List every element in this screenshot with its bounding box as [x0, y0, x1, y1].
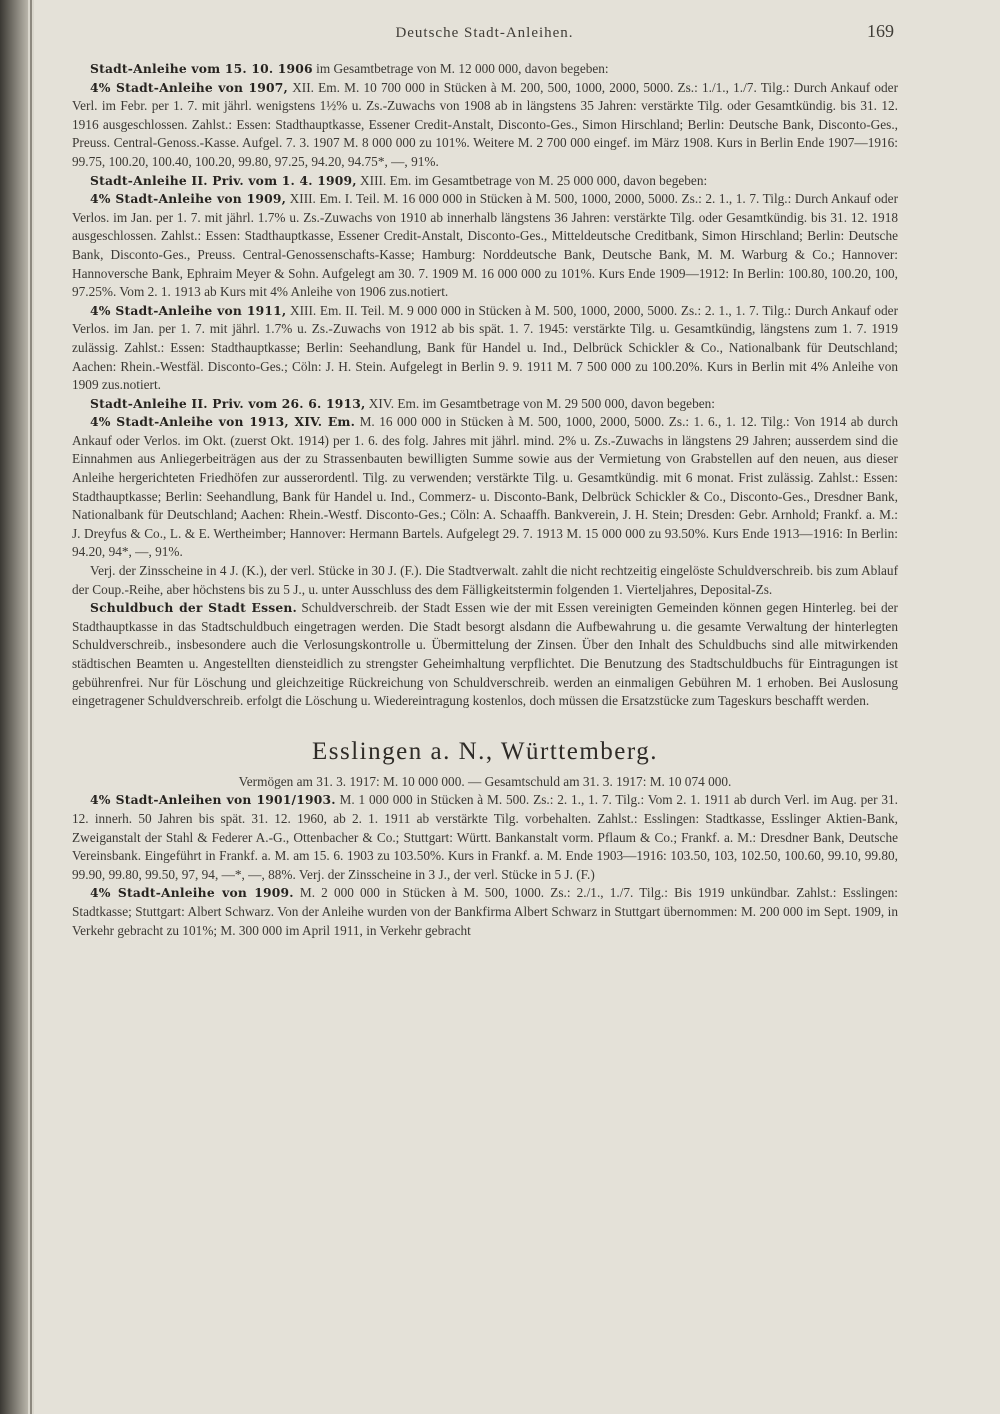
- binding-edge: [30, 0, 32, 1414]
- running-head: Deutsche Stadt-Anleihen.: [395, 25, 574, 41]
- entry-text: XIII. Em. im Gesamtbetrage von M. 25 000 000, davon begeben:: [356, 172, 708, 188]
- entry-text: XIII. Em. I. Teil. M. 16 000 000 in Stücken à M. 500, 1000, 2000, 5000. Zs.: 2. 1., 1. 7. Tilg.: Durch Ankauf oder Verlos. im Jan. per 1. 7. mit jährl. 1.7% u. Zs.-Zuwachs von 1910 ab innerhalb längstens 36 Jahren: verstärkte Tilg. oder Gesamtkündig. bis 31. 12. 1918 ausgeschlossen. Zahlst.: Essen: Stadthauptkasse, Essener Credit-Anstalt, Disconto-Ges., Mitteldeutsche Creditbank, Simon Hirschland; Berlin: Deutsche Bank, Disconto-Ges., Preuss. Central-Genossenschafts-Kasse; Hamburg: Norddeutsche Bank, Deutsche Bank, M. M. Warburg & Co.; Hannover: Hannoversche Bank, Ephraim Meyer & Sohn. Aufgelegt am 30. 7. 1909 M. 16 000 000 zu 101%. Kurs Ende 1909—1912: In Berlin: 100.80, 100.20, 100, 97.25%. Vom 2. 1. 1913 ab Kurs mit 4% Anleihe von 1906 zus.notiert.: [72, 191, 898, 300]
- loan-entry: [72, 884, 898, 940]
- entry-title: 4% Stadt-Anleihe von 1909,: [90, 191, 287, 207]
- entry-title: Stadt-Anleihe vom 15. 10. 1906: [90, 61, 313, 76]
- entry-title: 4% Stadt-Anleihe von 1907,: [90, 79, 288, 95]
- entry-title: Stadt-Anleihe II. Priv. vom 26. 6. 1913,: [90, 395, 366, 411]
- loan-entry: [72, 395, 898, 414]
- entry-text: XIII. Em. II. Teil. M. 9 000 000 in Stücken à M. 500, 1000, 2000, 5000. Zs.: 2. 1., 1. 7. Tilg.: Durch Ankauf oder Verlos. im Jan. per 1. 7. mit jährl. 1.7% u. Zs.-Zuwachs von 1912 ab bis spät. 1. 7. 1945: verstärkte Tilg. u. Gesamtkündig, längstens zum 1. 7. 1919 zulässig. Zahlst.: Essen: Stadthauptkasse; Berlin: Seehandlung, Bank für Handel u. Ind., Delbrück Schickler & Co., Nationalbank für Deutschland; Aachen: Rhein.-Westfäl. Disconto-Ges.; Cöln: J. H. Stein. Aufgelegt in Berlin 9. 9. 1911 M. 7 500 000 zu 100.20%. Kurs in Berlin mit 4% Anleihe von 1909 zus.notiert.: [72, 302, 898, 393]
- entry-title: 4% Stadt-Anleihe von 1909.: [90, 885, 294, 901]
- entry-text: XIV. Em. im Gesamtbetrage von M. 29 500 000, davon begeben:: [365, 395, 715, 411]
- page-header: [72, 22, 898, 60]
- entry-title: Stadt-Anleihe II. Priv. vom 1. 4. 1909,: [90, 172, 357, 188]
- loan-entry: [72, 79, 898, 172]
- entry-text: M. 2 000 000 in Stücken à M. 500, 1000. Zs.: 2./1., 1./7. Tilg.: Bis 1919 unkündbar. Zahlst.: Esslingen: Stadtkasse; Stuttgart: Albert Schwarz. Von der Anleihe wurden von der Bankfirma Albert Schwarz in Stuttgart übernommen: M. 200 000 im Sept. 1909, in Verkehr gebracht zu 101%; M. 300 000 im April 1911, in Verkehr gebracht: [72, 885, 898, 938]
- entry-text: M. 1 000 000 in Stücken à M. 500. Zs.: 2. 1., 1. 7. Tilg.: Vom 2. 1. 1911 ab durch Verl. im Aug. per 31. 12. innerh. 50 Jahren bis spät. 31. 12. 1960, ab 2. 1. 1911 ab verstärkte Tilg. vorbehalten. Zahlst.: Esslingen: Stadtkasse, Esslinger Aktien-Bank, Zweiganstalt der Stahl & Federer A.-G., Ottenbacher & Co.; Stuttgart: Württ. Bankanstalt vorm. Pflaum & Co.; Frankf. a. M.: Dresdner Bank, Deutsche Vereinsbank. Eingeführt in Frankf. a. M. am 15. 6. 1903 zu 103.50%. Kurs in Frankf. a. M. Ende 1903—1916: 103.50, 103, 102.50, 100.60, 99.10, 99.80, 99.90, 99.80, 99.50, 97, 94, —*, —, 88%. Verj. der Zinsscheine in 3 J., der verl. Stücke in 5 J. (F.): [72, 792, 898, 882]
- page-number: 169: [867, 21, 894, 41]
- esslingen-section: [72, 737, 898, 940]
- loan-entry: [72, 60, 898, 79]
- scanned-page: [34, 0, 1000, 1414]
- loan-entry: [72, 791, 898, 884]
- loan-entry: [72, 190, 898, 302]
- entry-text: XII. Em. M. 10 700 000 in Stücken à M. 200, 500, 1000, 2000, 5000. Zs.: 1./1., 1./7. Tilg.: Durch Ankauf oder Verl. im Febr. per 1. 7. mit jährl. wenigstens 1½% u. Zs.-Zuwachs von 1908 ab in längstens 35 Jahren: verstärkte Tilg. oder Gesamtkündig. bis 31. 12. 1916 ausgeschlossen. Zahlst.: Essen: Stadthauptkasse, Essener Credit-Anstalt, Disconto-Ges., Simon Hirschland; Berlin: Deutsche Bank, Disconto-Ges., Preuss. Central-Genoss.-Kasse. Aufgel. 7. 3. 1907 M. 8 000 000 zu 101%. Weitere M. 2 700 000 eingef. im März 1908. Kurs in Berlin Ende 1907—1916: 99.75, 100.20, 100.40, 100.20, 99.80, 97.25, 94.20, 94.75*, —, 91%.: [72, 79, 898, 169]
- entry-title: 4% Stadt-Anleihen von 1901/1903.: [90, 792, 336, 808]
- loan-entry: [72, 172, 898, 191]
- entry-title: Schuldbuch der Stadt Essen.: [90, 600, 297, 616]
- entry-title: 4% Stadt-Anleihe von 1911,: [90, 302, 287, 318]
- book-gutter: [0, 0, 28, 1414]
- prescription-note: [72, 562, 898, 599]
- entry-text: im Gesamtbetrage von M. 12 000 000, davon begeben:: [312, 61, 609, 76]
- loan-entry: [72, 302, 898, 395]
- entry-text: M. 16 000 000 in Stücken à M. 500, 1000, 2000, 5000. Zs.: 1. 6., 1. 12. Tilg.: Von 1914 ab durch Ankauf oder Verlos. im Okt. (zuerst Okt. 1914) per 1. 6. des folg. Jahres mit jährl. mind. 2% u. Zs.-Zuwachs in längstens 29 Jahren; ausserdem sind die Einnahmen aus Anliegerbeiträgen aus der zu Strassenbauten bewilligten Summe sowie aus der Vermietung von Grabstellen auf den neuen, aus dieser Anleihe hergerichteten Friedhöfen zur ausserordentl. Tilg. zu verwenden; verstärkte Tilg. u. Gesamtkündig. mit 6 monat. Frist zulässig. Zahlst.: Essen: Stadthauptkasse; Berlin: Seehandlung, Bank für Handel u. Ind., Commerz- u. Disconto-Bank, Delbrück Schickler & Co., Disconto-Ges., Dresdner Bank, Nationalbank für Deutschland; Aachen: Rhein.-Westf. Disconto-Ges.; Cöln: A. Schaaffh. Bankverein, J. H. Stein; Dresden: Gebr. Arnhold; Frankf. a. M.: J. Dreyfus & Co., L. & E. Wertheimber; Hannover: Hermann Bartels. Aufgelegt 29. 7. 1913 M. 15 000 000 zu 93.50%. Kurs Ende 1913—1916: In Berlin: 94.20, 94*, —, 91%.: [72, 414, 898, 560]
- debt-register-entry: [72, 599, 898, 711]
- entry-title: 4% Stadt-Anleihe von 1913, XIV. Em.: [90, 414, 356, 430]
- city-summary: Vermögen am 31. 3. 1917: M. 10 000 000. — Gesamtschuld am 31. 3. 1917: M. 10 074 000.: [238, 773, 732, 789]
- loan-entry: [72, 413, 898, 562]
- essen-section: [72, 60, 898, 711]
- entry-text: Schuldverschreib. der Stadt Essen wie der mit Essen vereinigten Gemeinden können gegen Hinterleg. bei der Stadthauptkasse in das Stadtschuldbuch eingetragen werden. Die Stadt besorgt alsdann die Aufbewahrung u. die gesamte Verwaltung der hinterlegten Schuldverschreib., insbesondere auch die Verlosungskontrolle u. Übermittelung der Zinsen. Über den Inhalt des Schuldbuchs sind alle mitwirkenden städtischen Beamten u. Angestellten diensteidlich zu strengster Geheimhaltung verpflichtet. Die Benutzung des Stadtschuldbuchs für Eintragungen ist gebührenfrei. Nur für Löschung und gleichzeitige Rückreichung von Schuldverschreib. werden an einmaligen Gebühren M. 1 erhoben. Bei Auslosung eingetragener Schuldverschreib. erfolgt die Löschung u. Wiedereintragung kostenlos, doch müssen die Ersatzstücke zum Tageskurs beschafft werden.: [72, 600, 898, 709]
- city-heading: Esslingen a. N., Württemberg.: [312, 737, 658, 765]
- page-content: [72, 22, 898, 940]
- entry-text: Verj. der Zinsscheine in 4 J. (K.), der verl. Stücke in 30 J. (F.). Die Stadtverwalt. zahlt die nicht rechtzeitig eingelöste Schuldverschreib. bis zum Ablauf der Coup.-Reihe, aber höchstens bis zu 5 J., u. unter Ausschluss des dem Fälligkeitstermin folgenden 1. Vierteljahres, Deposital-Zs.: [72, 563, 898, 597]
